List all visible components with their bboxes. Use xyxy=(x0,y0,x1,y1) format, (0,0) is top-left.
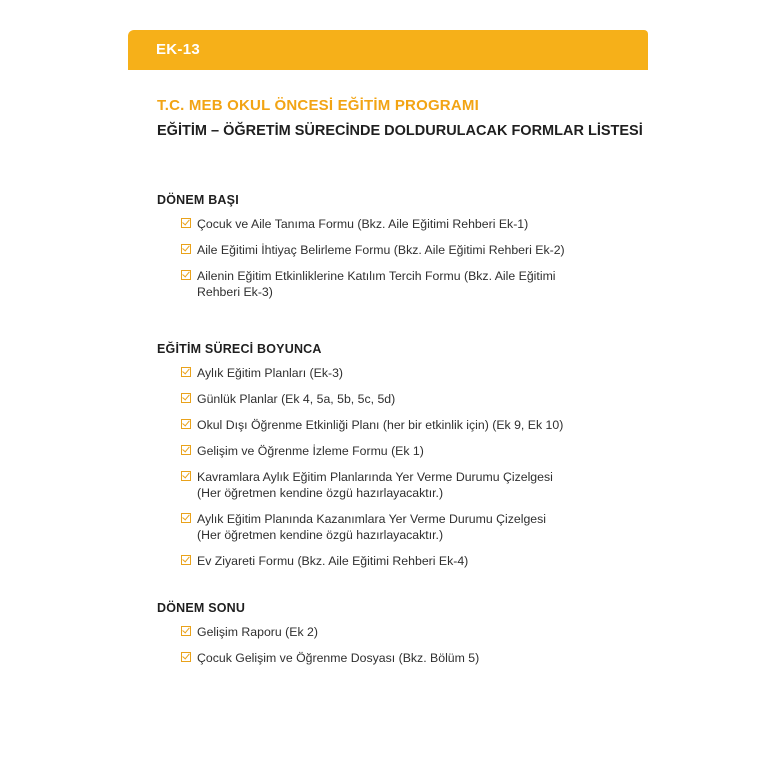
list-item xyxy=(157,268,657,300)
checkbox-checked-icon xyxy=(181,367,191,377)
checkbox-checked-icon xyxy=(181,513,191,523)
list-item xyxy=(157,216,657,232)
checkbox-checked-icon xyxy=(181,626,191,636)
form-list xyxy=(157,624,657,666)
item-text: Aile Eğitimi İhtiyaç Belirleme Formu (Bkz. Aile Eğitimi Rehberi Ek-2) xyxy=(197,243,565,257)
list-item xyxy=(157,469,657,501)
item-text: Gelişim ve Öğrenme İzleme Formu (Ek 1) xyxy=(197,444,424,458)
item-text-line2: (Her öğretmen kendine özgü hazırlayacaktır.) xyxy=(197,528,444,542)
list-item xyxy=(157,365,657,381)
item-text: Çocuk Gelişim ve Öğrenme Dosyası (Bkz. Bölüm 5) xyxy=(197,651,480,665)
item-text: Gelişim Raporu (Ek 2) xyxy=(197,625,318,639)
item-text-line2: (Her öğretmen kendine özgü hazırlayacaktır.) xyxy=(197,486,444,500)
item-text: Günlük Planlar (Ek 4, 5a, 5b, 5c, 5d) xyxy=(197,392,396,406)
item-text: Ailenin Eğitim Etkinliklerine Katılım Tercih Formu (Bkz. Aile Eğitimi xyxy=(197,269,556,283)
section-donem-sonu xyxy=(157,601,657,676)
checkbox-checked-icon xyxy=(181,555,191,565)
item-text: Çocuk ve Aile Tanıma Formu (Bkz. Aile Eğitimi Rehberi Ek-1) xyxy=(197,217,529,231)
checkbox-checked-icon xyxy=(181,419,191,429)
checkbox-checked-icon xyxy=(181,445,191,455)
list-item xyxy=(157,624,657,640)
item-text: Aylık Eğitim Planları (Ek-3) xyxy=(197,366,344,380)
checkbox-checked-icon xyxy=(181,244,191,254)
item-text: Okul Dışı Öğrenme Etkinliği Planı (her bir etkinlik için) (Ek 9, Ek 10) xyxy=(197,418,564,432)
checkbox-checked-icon xyxy=(181,471,191,481)
checkbox-checked-icon xyxy=(181,218,191,228)
list-item xyxy=(157,511,657,543)
header-banner xyxy=(128,30,648,70)
checkbox-checked-icon xyxy=(181,652,191,662)
list-item xyxy=(157,443,657,459)
section-title: EĞİTİM SÜRECİ BOYUNCA xyxy=(157,342,322,356)
list-item xyxy=(157,391,657,407)
item-text: Aylık Eğitim Planında Kazanımlara Yer Verme Durumu Çizelgesi xyxy=(197,512,547,526)
section-title: DÖNEM BAŞI xyxy=(157,193,239,207)
checkbox-checked-icon xyxy=(181,393,191,403)
list-item xyxy=(157,553,657,569)
section-egitim-sureci xyxy=(157,342,657,579)
form-list-title: EĞİTİM – ÖĞRETİM SÜRECİNDE DOLDURULACAK FORMLAR LİSTESİ xyxy=(157,123,643,139)
list-item xyxy=(157,417,657,433)
list-item xyxy=(157,650,657,666)
banner-label: EK-13 xyxy=(156,41,201,58)
section-donem-basi xyxy=(157,193,657,310)
item-text: Ev Ziyareti Formu (Bkz. Aile Eğitimi Rehberi Ek-4) xyxy=(197,554,469,568)
document-titles xyxy=(157,97,643,139)
item-text-line2: Rehberi Ek-3) xyxy=(197,285,273,299)
program-title: T.C. MEB OKUL ÖNCESİ EĞİTİM PROGRAMI xyxy=(157,97,479,114)
form-list xyxy=(157,365,657,569)
list-item xyxy=(157,242,657,258)
form-list xyxy=(157,216,657,300)
item-text: Kavramlara Aylık Eğitim Planlarında Yer Verme Durumu Çizelgesi xyxy=(197,470,553,484)
section-title: DÖNEM SONU xyxy=(157,601,246,615)
checkbox-checked-icon xyxy=(181,270,191,280)
